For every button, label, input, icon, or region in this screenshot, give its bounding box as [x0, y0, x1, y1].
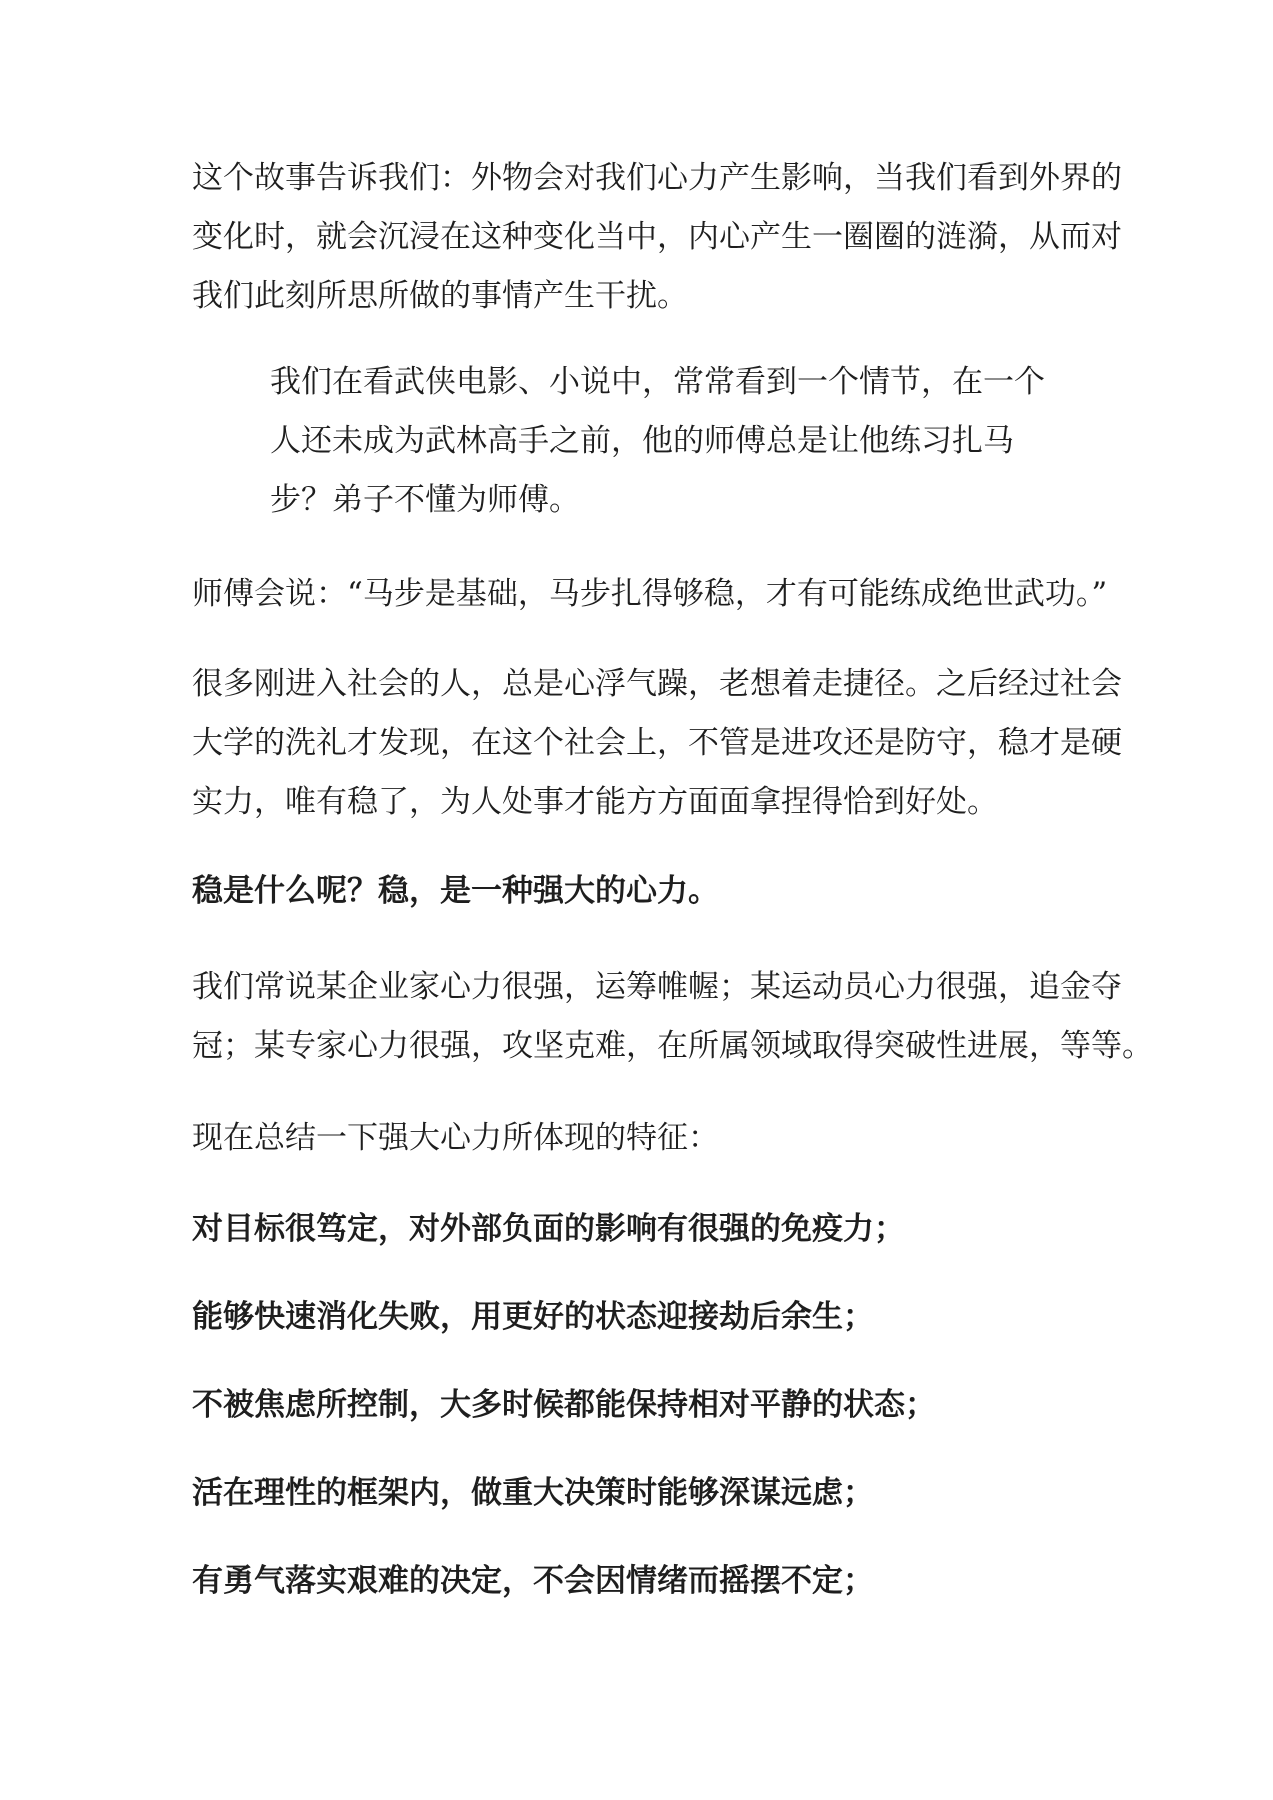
paragraph-line: 我们此刻所思所做的事情产生干扰。 [192, 278, 688, 314]
paragraph-line: 变化时，就会沉浸在这种变化当中，内心产生一圈圈的涟漪，从而对 [192, 219, 1122, 255]
paragraph-line: 我们常说某企业家心力很强，运筹帷幄；某运动员心力很强，追金夺 [192, 969, 1122, 1005]
paragraph-line: 现在总结一下强大心力所体现的特征： [192, 1120, 719, 1156]
feature-item-5 [192, 1552, 874, 1611]
paragraph-line: 我们在看武侠电影、小说中，常常看到一个情节，在一个 [270, 364, 1045, 400]
paragraph-line: 这个故事告诉我们：外物会对我们心力产生影响，当我们看到外界的 [192, 160, 1122, 196]
paragraph-examples [192, 958, 1153, 1076]
paragraph-line: 对目标很笃定，对外部负面的影响有很强的免疫力； [192, 1211, 905, 1247]
paragraph-line: 冠；某专家心力很强，攻坚克难，在所属领域取得突破性进展，等等。 [192, 1028, 1153, 1064]
paragraph-line: 不被焦虑所控制，大多时候都能保持相对平静的状态； [192, 1387, 936, 1423]
feature-item-3 [192, 1376, 936, 1435]
paragraph-line: 人还未成为武林高手之前，他的师傅总是让他练习扎马 [270, 423, 1014, 459]
paragraph-line: 步？弟子不懂为师傅。 [270, 482, 580, 518]
paragraph-line: 活在理性的框架内，做重大决策时能够深谋远虑； [192, 1475, 874, 1511]
feature-item-4 [192, 1464, 874, 1523]
paragraph-line: 大学的洗礼才发现，在这个社会上，不管是进攻还是防守，稳才是硬 [192, 725, 1122, 761]
feature-item-2 [192, 1288, 874, 1347]
feature-item-1 [192, 1200, 905, 1259]
paragraph-martial-arts-indented [270, 353, 1045, 530]
paragraph-summary-intro [192, 1109, 719, 1168]
paragraph-line: 能够快速消化失败，用更好的状态迎接劫后余生； [192, 1299, 874, 1335]
paragraph-master-quote [192, 565, 1107, 624]
paragraph-line: 师傅会说：“马步是基础，马步扎得够稳，才有可能练成绝世武功。” [192, 576, 1108, 612]
paragraph-line: 实力，唯有稳了，为人处事才能方方面面拿捏得恰到好处。 [192, 784, 998, 820]
paragraph-stability-definition [192, 862, 719, 921]
paragraph-line: 稳是什么呢？稳，是一种强大的心力。 [192, 873, 719, 909]
paragraph-line: 有勇气落实艰难的决定，不会因情绪而摇摆不定； [192, 1563, 874, 1599]
paragraph-story-lesson [192, 149, 1122, 326]
paragraph-society [192, 655, 1122, 832]
paragraph-line: 很多刚进入社会的人，总是心浮气躁，老想着走捷径。之后经过社会 [192, 666, 1122, 702]
